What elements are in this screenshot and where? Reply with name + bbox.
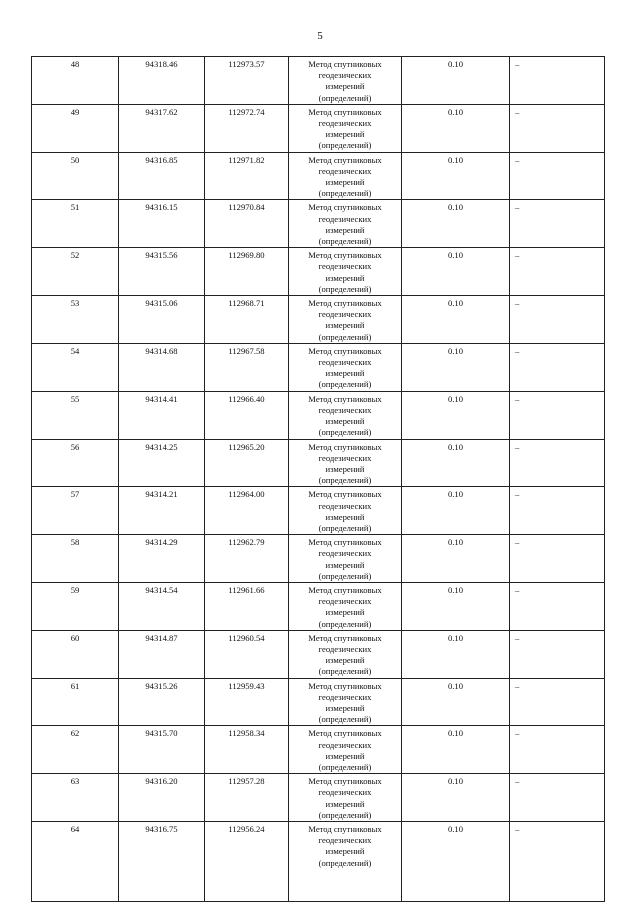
- cell-coordinate-y: 112957.28: [205, 774, 289, 822]
- cell-coordinate-x: 94317.62: [119, 104, 205, 152]
- cell-coordinate-x: 94315.70: [119, 726, 205, 774]
- cell-extra: –: [510, 630, 605, 678]
- table-row: [32, 678, 605, 726]
- table-row: [32, 774, 605, 822]
- cell-extra: –: [510, 152, 605, 200]
- cell-coordinate-x: 94315.06: [119, 296, 205, 344]
- cell-coordinate-y: 112961.66: [205, 582, 289, 630]
- cell-coordinate-y: 112959.43: [205, 678, 289, 726]
- cell-extra: –: [510, 343, 605, 391]
- cell-extra: –: [510, 57, 605, 105]
- cell-extra: –: [510, 678, 605, 726]
- table-row: [32, 248, 605, 296]
- cell-point-number: 55: [32, 391, 119, 439]
- table-row: [32, 439, 605, 487]
- table-row: [32, 57, 605, 105]
- cell-coordinate-y: 112971.82: [205, 152, 289, 200]
- table-row: [32, 391, 605, 439]
- cell-point-number: 50: [32, 152, 119, 200]
- table-row: [32, 822, 605, 902]
- cell-method: Метод спутниковых геодезических измерений (определений): [289, 678, 402, 726]
- table-row: [32, 630, 605, 678]
- table-row: [32, 535, 605, 583]
- cell-coordinate-x: 94314.21: [119, 487, 205, 535]
- cell-coordinate-x: 94316.75: [119, 822, 205, 902]
- cell-method: Метод спутниковых геодезических измерений (определений): [289, 248, 402, 296]
- table-row: [32, 343, 605, 391]
- cell-method: Метод спутниковых геодезических измерений (определений): [289, 630, 402, 678]
- cell-coordinate-x: 94314.29: [119, 535, 205, 583]
- cell-point-number: 49: [32, 104, 119, 152]
- cell-coordinate-y: 112968.71: [205, 296, 289, 344]
- coordinates-table: [31, 56, 605, 902]
- cell-accuracy: 0.10: [402, 439, 510, 487]
- coordinates-table-body: [32, 57, 605, 902]
- page-number: 5: [317, 30, 323, 42]
- cell-coordinate-x: 94315.26: [119, 678, 205, 726]
- cell-point-number: 53: [32, 296, 119, 344]
- cell-coordinate-y: 112970.84: [205, 200, 289, 248]
- cell-coordinate-x: 94314.25: [119, 439, 205, 487]
- cell-coordinate-x: 94314.87: [119, 630, 205, 678]
- cell-extra: –: [510, 822, 605, 902]
- table-row: [32, 487, 605, 535]
- cell-method: Метод спутниковых геодезических измерений (определений): [289, 104, 402, 152]
- cell-coordinate-y: 112972.74: [205, 104, 289, 152]
- cell-accuracy: 0.10: [402, 57, 510, 105]
- cell-extra: –: [510, 200, 605, 248]
- cell-accuracy: 0.10: [402, 630, 510, 678]
- cell-point-number: 51: [32, 200, 119, 248]
- cell-coordinate-y: 112960.54: [205, 630, 289, 678]
- cell-point-number: 61: [32, 678, 119, 726]
- table-row: [32, 104, 605, 152]
- cell-extra: –: [510, 104, 605, 152]
- cell-point-number: 48: [32, 57, 119, 105]
- cell-method: Метод спутниковых геодезических измерений (определений): [289, 57, 402, 105]
- cell-extra: –: [510, 439, 605, 487]
- cell-coordinate-x: 94318.46: [119, 57, 205, 105]
- cell-point-number: 57: [32, 487, 119, 535]
- cell-coordinate-x: 94314.41: [119, 391, 205, 439]
- cell-accuracy: 0.10: [402, 104, 510, 152]
- cell-method: Метод спутниковых геодезических измерений (определений): [289, 774, 402, 822]
- table-row: [32, 296, 605, 344]
- cell-coordinate-y: 112973.57: [205, 57, 289, 105]
- cell-point-number: 63: [32, 774, 119, 822]
- cell-method: Метод спутниковых геодезических измерений (определений): [289, 535, 402, 583]
- cell-extra: –: [510, 296, 605, 344]
- cell-accuracy: 0.10: [402, 343, 510, 391]
- cell-method: Метод спутниковых геодезических измерений (определений): [289, 200, 402, 248]
- cell-method: Метод спутниковых геодезических измерений (определений): [289, 391, 402, 439]
- cell-coordinate-y: 112956.24: [205, 822, 289, 902]
- cell-accuracy: 0.10: [402, 678, 510, 726]
- table-row: [32, 200, 605, 248]
- cell-extra: –: [510, 487, 605, 535]
- cell-method: Метод спутниковых геодезических измерений (определений): [289, 582, 402, 630]
- cell-coordinate-x: 94316.20: [119, 774, 205, 822]
- cell-extra: –: [510, 391, 605, 439]
- cell-coordinate-y: 112969.80: [205, 248, 289, 296]
- cell-accuracy: 0.10: [402, 726, 510, 774]
- cell-extra: –: [510, 774, 605, 822]
- cell-accuracy: 0.10: [402, 296, 510, 344]
- cell-coordinate-y: 112965.20: [205, 439, 289, 487]
- cell-method: Метод спутниковых геодезических измерений (определений): [289, 487, 402, 535]
- cell-method: Метод спутниковых геодезических измерений (определений): [289, 152, 402, 200]
- cell-extra: –: [510, 535, 605, 583]
- cell-point-number: 52: [32, 248, 119, 296]
- cell-method: Метод спутниковых геодезических измерений (определений): [289, 439, 402, 487]
- cell-point-number: 54: [32, 343, 119, 391]
- cell-coordinate-x: 94316.85: [119, 152, 205, 200]
- cell-coordinate-x: 94316.15: [119, 200, 205, 248]
- cell-coordinate-y: 112964.00: [205, 487, 289, 535]
- cell-point-number: 62: [32, 726, 119, 774]
- cell-coordinate-y: 112966.40: [205, 391, 289, 439]
- cell-coordinate-x: 94314.68: [119, 343, 205, 391]
- cell-method: Метод спутниковых геодезических измерений (определений): [289, 822, 402, 902]
- cell-accuracy: 0.10: [402, 152, 510, 200]
- cell-method: Метод спутниковых геодезических измерений (определений): [289, 296, 402, 344]
- cell-point-number: 59: [32, 582, 119, 630]
- cell-accuracy: 0.10: [402, 535, 510, 583]
- cell-accuracy: 0.10: [402, 487, 510, 535]
- cell-coordinate-x: 94315.56: [119, 248, 205, 296]
- cell-coordinate-y: 112958.34: [205, 726, 289, 774]
- cell-accuracy: 0.10: [402, 822, 510, 902]
- cell-accuracy: 0.10: [402, 774, 510, 822]
- cell-extra: –: [510, 582, 605, 630]
- cell-accuracy: 0.10: [402, 391, 510, 439]
- cell-coordinate-y: 112962.79: [205, 535, 289, 583]
- cell-accuracy: 0.10: [402, 200, 510, 248]
- cell-point-number: 56: [32, 439, 119, 487]
- table-row: [32, 726, 605, 774]
- cell-point-number: 58: [32, 535, 119, 583]
- cell-coordinate-x: 94314.54: [119, 582, 205, 630]
- cell-coordinate-y: 112967.58: [205, 343, 289, 391]
- cell-accuracy: 0.10: [402, 582, 510, 630]
- table-row: [32, 582, 605, 630]
- cell-extra: –: [510, 248, 605, 296]
- table-row: [32, 152, 605, 200]
- cell-method: Метод спутниковых геодезических измерений (определений): [289, 726, 402, 774]
- cell-point-number: 60: [32, 630, 119, 678]
- cell-method: Метод спутниковых геодезических измерений (определений): [289, 343, 402, 391]
- cell-point-number: 64: [32, 822, 119, 902]
- cell-accuracy: 0.10: [402, 248, 510, 296]
- cell-extra: –: [510, 726, 605, 774]
